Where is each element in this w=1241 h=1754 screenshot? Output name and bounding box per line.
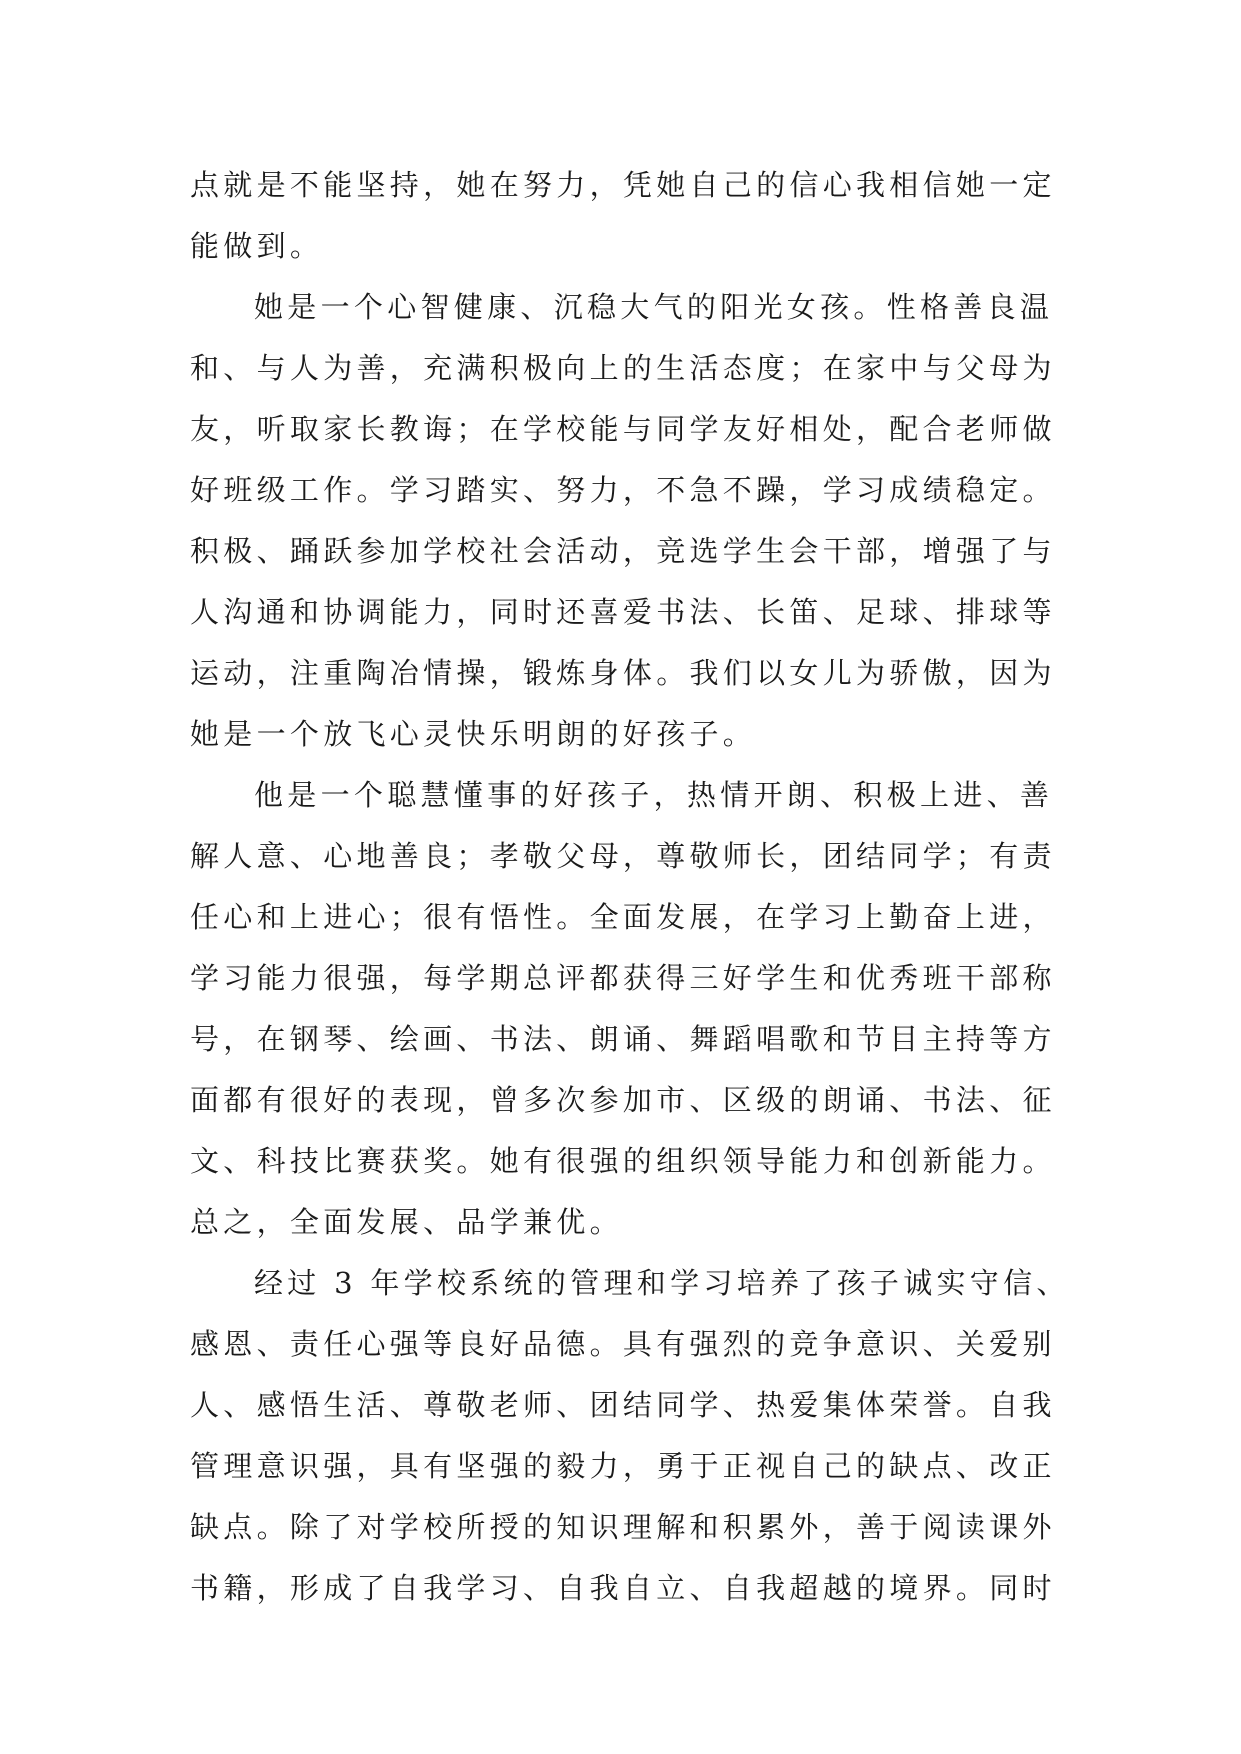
text-line: 经过 3 年学校系统的管理和学习培养了孩子诚实守信、 [254, 1266, 1070, 1300]
text-line: 运动，注重陶冶情操，锻炼身体。我们以女儿为骄傲，因为 [190, 656, 1056, 690]
paragraph-3 [190, 765, 1070, 1253]
text-line: 积极、踊跃参加学校社会活动，竞选学生会干部，增强了与 [190, 534, 1056, 568]
text-line: 缺点。除了对学校所授的知识理解和积累外，善于阅读课外 [190, 1510, 1056, 1544]
text-line: 任心和上进心；很有悟性。全面发展，在学习上勤奋上进， [190, 900, 1056, 934]
paragraph-4 [190, 1253, 1070, 1619]
text-line: 人沟通和协调能力，同时还喜爱书法、长笛、足球、排球等 [190, 595, 1056, 629]
text-line: 点就是不能坚持，她在努力，凭她自己的信心我相信她一定 [190, 168, 1056, 202]
text-line: 人、感悟生活、尊敬老师、团结同学、热爱集体荣誉。自我 [190, 1388, 1056, 1422]
text-line: 好班级工作。学习踏实、努力，不急不躁，学习成绩稳定。 [190, 473, 1056, 507]
text-line: 友，听取家长教诲；在学校能与同学友好相处，配合老师做 [190, 412, 1056, 446]
document-page [190, 155, 1070, 1619]
paragraph-1 [190, 155, 1070, 277]
text-line: 他是一个聪慧懂事的好孩子，热情开朗、积极上进、善 [254, 778, 1054, 812]
text-line: 她是一个放飞心灵快乐明朗的好孩子。 [190, 717, 757, 751]
paragraph-2 [190, 277, 1070, 765]
text-line: 书籍，形成了自我学习、自我自立、自我超越的境界。同时 [190, 1571, 1056, 1605]
text-line: 解人意、心地善良；孝敬父母，尊敬师长，团结同学；有责 [190, 839, 1056, 873]
text-line: 号，在钢琴、绘画、书法、朗诵、舞蹈唱歌和节目主持等方 [190, 1022, 1056, 1056]
text-line: 面都有很好的表现，曾多次参加市、区级的朗诵、书法、征 [190, 1083, 1056, 1117]
text-line: 文、科技比赛获奖。她有很强的组织领导能力和创新能力。 [190, 1144, 1056, 1178]
text-line: 她是一个心智健康、沉稳大气的阳光女孩。性格善良温 [254, 290, 1054, 324]
text-line: 能做到。 [190, 229, 324, 263]
text-line: 感恩、责任心强等良好品德。具有强烈的竞争意识、关爱别 [190, 1327, 1056, 1361]
text-line: 管理意识强，具有坚强的毅力，勇于正视自己的缺点、改正 [190, 1449, 1056, 1483]
text-line: 总之，全面发展、品学兼优。 [190, 1205, 623, 1239]
text-line: 学习能力很强，每学期总评都获得三好学生和优秀班干部称 [190, 961, 1056, 995]
text-line: 和、与人为善，充满积极向上的生活态度；在家中与父母为 [190, 351, 1056, 385]
